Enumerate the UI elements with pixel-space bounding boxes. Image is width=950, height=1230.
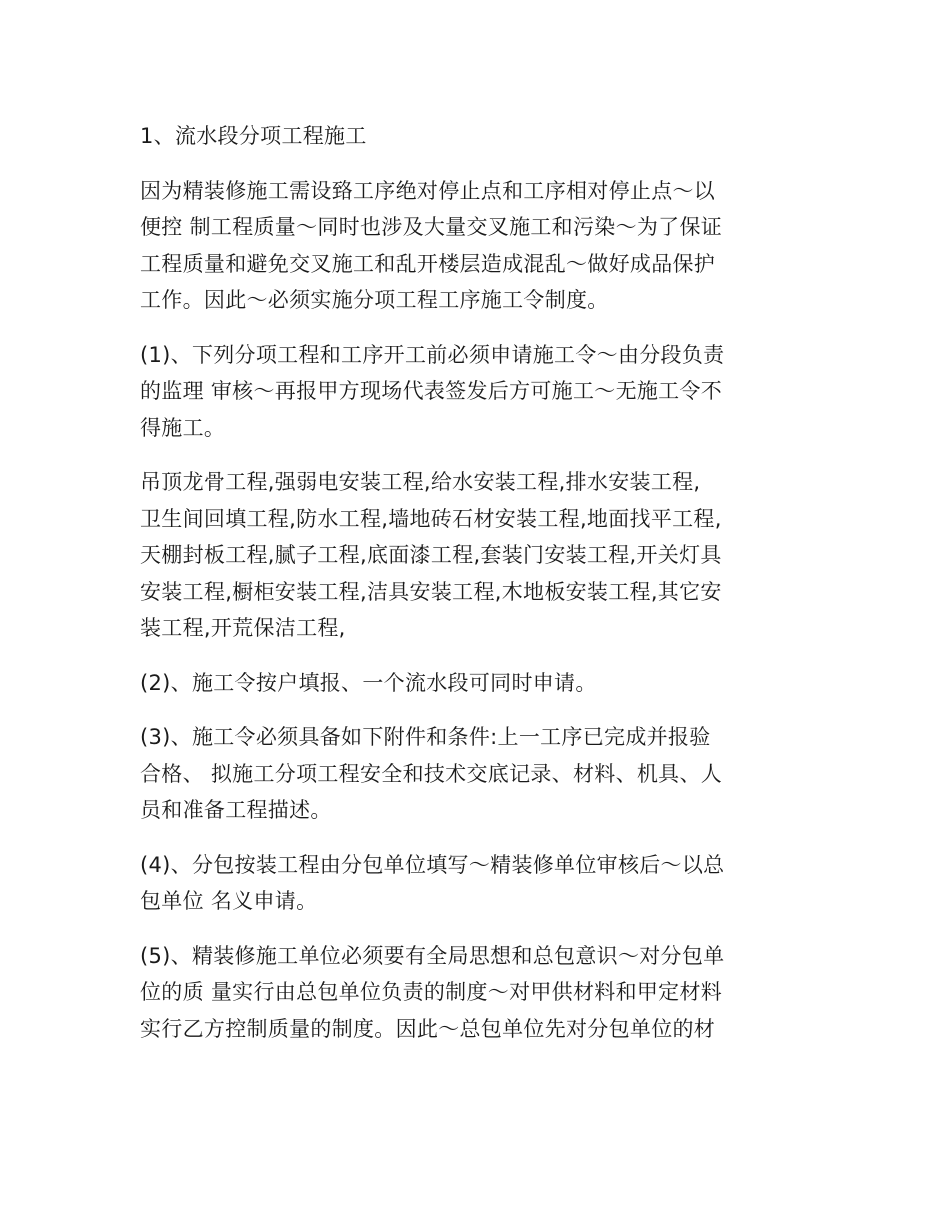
text-line: 位的质 量实行由总包单位负责的制度～对甲供材料和甲定材料 [140, 980, 723, 1004]
text-line: 得施工。 [140, 415, 226, 440]
text-line: 因为精装修施工需设臵工序绝对停止点和工序相对停止点～以 [140, 178, 716, 203]
text-line: 装工程,开荒保洁工程, [140, 616, 346, 640]
text-line: (4)、分包按装工程由分包单位填写～精装修单位审核后～以总 [140, 852, 725, 877]
document-body [140, 118, 812, 1065]
text-line: 包单位 名义申请。 [140, 889, 318, 913]
text-line: 实行乙方控制质量的制度。因此～总包单位先对分包单位的材 [140, 1016, 716, 1041]
text-line: 安装工程,橱柜安装工程,洁具安装工程,木地板安装工程,其它安 [140, 579, 722, 604]
text-line: (2)、施工令按户填报、一个流水段可同时申请。 [140, 670, 597, 695]
text-line: 吊顶龙骨工程,强弱电安装工程,给水安装工程,排水安装工程, [140, 470, 701, 494]
text-line: 1、流水段分项工程施工 [140, 124, 367, 148]
text-line: (3)、施工令必须具备如下附件和条件:上一工序已完成并报验 [140, 725, 711, 749]
paragraph-item-2 [140, 665, 812, 702]
text-line: (1)、下列分项工程和工序开工前必须申请施工令～由分段负责 [140, 342, 725, 367]
text-line: 工程质量和避免交叉施工和乱开楼层造成混乱～做好成品保护 [140, 251, 716, 276]
paragraph-item-3 [140, 719, 812, 829]
text-line: (5)、精装修施工单位必须要有全局思想和总包意识～对分包单 [140, 943, 725, 968]
text-line: 卫生间回填工程,防水工程,墙地砖石材安装工程,地面找平工程, [140, 506, 722, 531]
paragraph-item-1 [140, 337, 812, 447]
section-heading [140, 118, 812, 155]
text-line: 工作。因此～必须实施分项工程工序施工令制度。 [140, 288, 609, 312]
paragraph-item-4 [140, 847, 812, 920]
paragraph-item-5 [140, 938, 812, 1048]
text-line: 便控 制工程质量～同时也涉及大量交叉施工和污染～为了保证 [140, 215, 723, 239]
text-line: 员和准备工程描述。 [140, 798, 332, 822]
paragraph-intro [140, 173, 812, 319]
text-line: 的监理 审核～再报甲方现场代表签发后方可施工～无施工令不 [140, 379, 723, 403]
text-line: 天棚封板工程,腻子工程,底面漆工程,套装门安装工程,开关灯具 [140, 543, 722, 567]
text-line: 合格、 拟施工分项工程安全和技术交底记录、材料、机具、人 [140, 761, 723, 786]
paragraph-work-list [140, 464, 812, 647]
